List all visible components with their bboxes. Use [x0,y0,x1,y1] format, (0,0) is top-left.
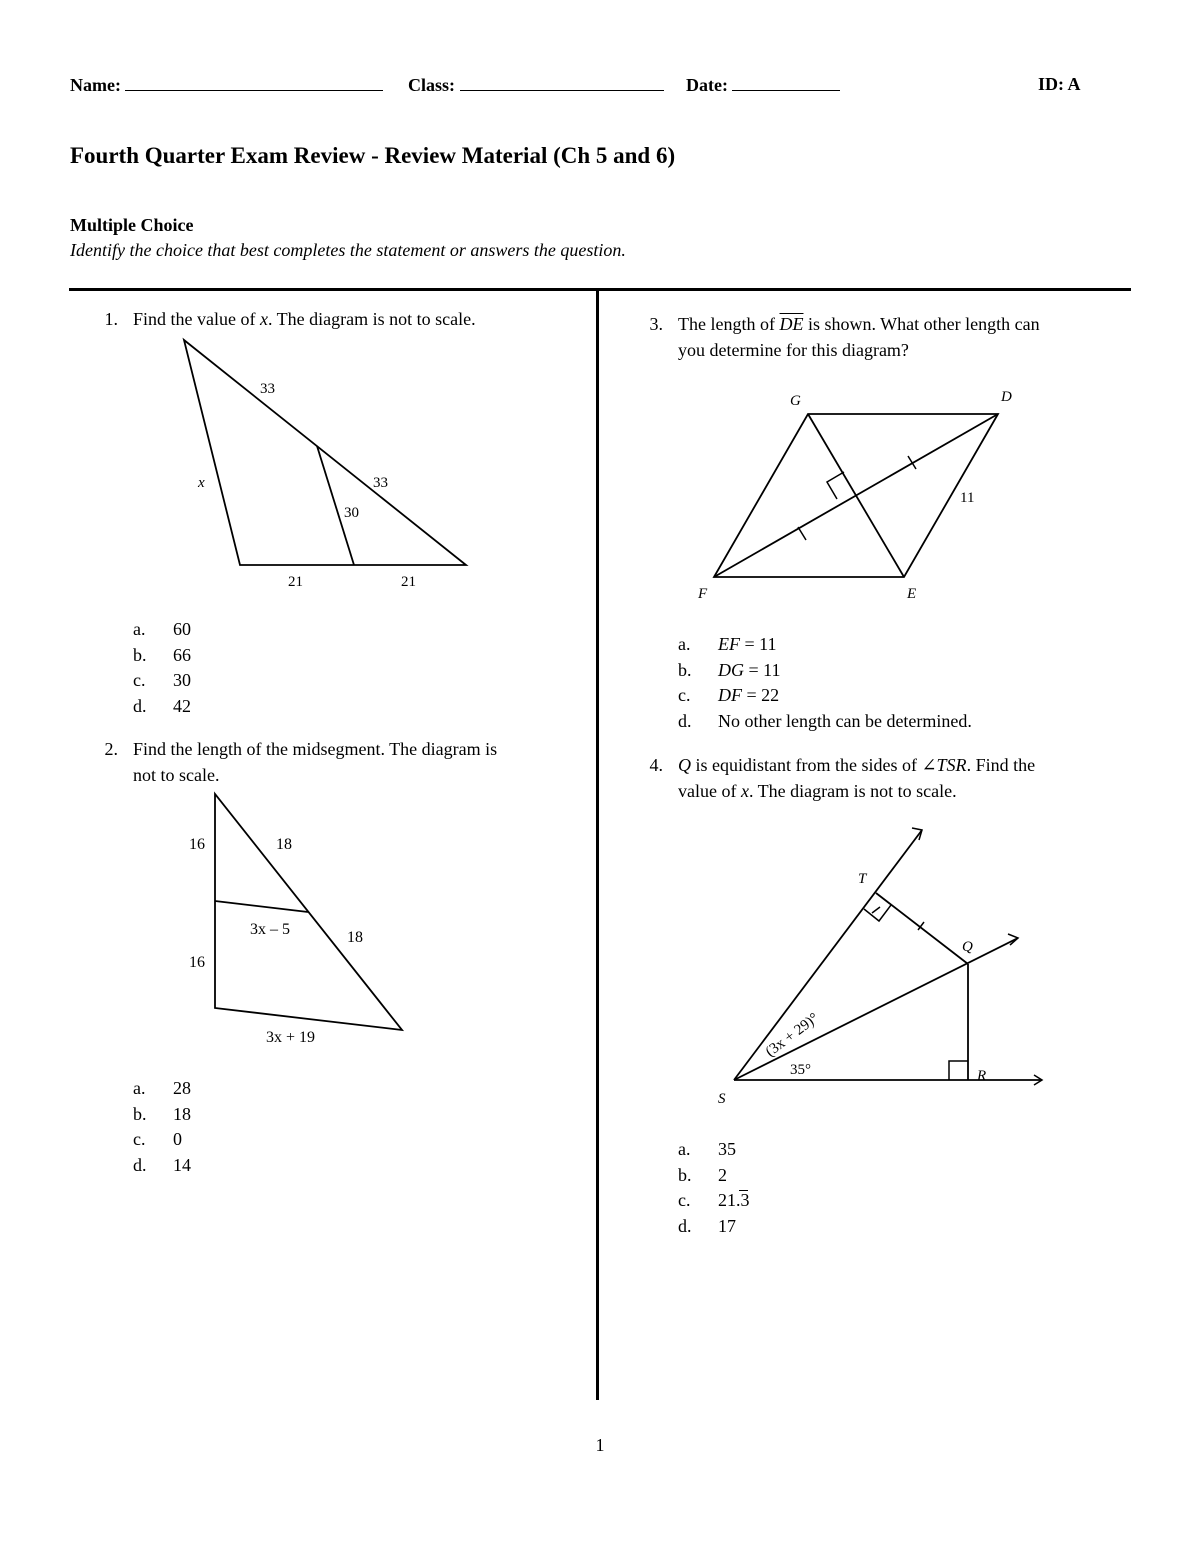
question-3-diagram [690,380,1030,605]
name-field [70,74,383,96]
q4-var: x [740,781,749,801]
id-label: ID: A [1038,74,1081,94]
q4-text-a: is equidistant from the sides of [691,755,922,775]
option-value: = 11 [740,634,777,654]
q1-label-mid: 33 [373,475,388,491]
question-3-text [678,311,1040,363]
q1-option-b[interactable] [133,643,191,669]
q2-triangle [215,794,402,1030]
question-1-options [133,617,191,719]
option-value: No other length can be determined. [718,710,972,731]
q4-right-angle-t [864,905,891,921]
option-label: a. [133,1078,146,1098]
q3-segment: $\overline{DE}$ [779,314,804,334]
option-value: 66 [173,644,191,665]
question-2-number: 2. [104,739,118,759]
question-2-diagram [180,790,420,1055]
q2-option-b[interactable] [133,1102,191,1128]
section-instructions: Identify the choice that best completes the statement or answers the question. [70,240,626,260]
q1-option-d[interactable] [133,694,191,720]
q3-right-angle [827,472,844,499]
q4-text-d: . The diagram is not to scale. [748,781,957,801]
q1-option-a[interactable] [133,617,191,643]
option-label: b. [678,659,692,680]
class-label: Class: [408,75,456,95]
date-blank [732,74,840,91]
q4-right-angle-r [949,1061,968,1080]
q4-label-angle-35: 35° [790,1062,811,1078]
option-var: EF [718,634,740,654]
option-value: 30 [173,670,191,690]
option-label: b. [133,644,147,665]
q3-label-side: 11 [960,490,975,506]
q3-text-b: is shown. What other length can [803,314,1040,334]
q1-text-b: . The diagram is not to scale. [267,309,476,329]
option-label: c. [133,670,146,690]
option-label: d. [678,1215,692,1236]
q1-label-x: x [198,475,205,491]
repeating-bar [739,1190,748,1191]
q4-option-a[interactable] [678,1137,759,1163]
q3-diagonal-ge [808,414,904,577]
q4-ray-sq [734,938,1018,1080]
q4-perp-tq [876,893,968,964]
option-value: 14 [173,1154,191,1175]
question-3-options [678,632,972,734]
page-number: 1 [595,1435,605,1455]
option-label: c. [133,1129,146,1149]
q2-label-base: 3x + 19 [266,1029,316,1046]
option-value: 18 [173,1103,191,1124]
option-label: c. [678,685,691,705]
q3-option-a[interactable] [678,632,972,658]
q1-triangle [184,340,466,565]
date-field [686,74,840,96]
q3-text-a: The length of [678,314,780,334]
page-title: Fourth Quarter Exam Review - Review Material (Ch 5 and 6) [70,143,676,168]
option-label: b. [678,1164,692,1185]
date-label: Date: [686,75,728,95]
q4-ray-st [734,830,922,1080]
name-label: Name: [70,75,121,95]
option-label: d. [133,1154,147,1175]
q4-text-c: value of [678,781,741,801]
option-label: a. [678,1139,691,1159]
q4-text-b: . Find the [966,755,1036,775]
option-value: = 22 [742,685,780,705]
q3-label-d: D [1001,389,1012,405]
q1-text-a: Find the value of [133,309,260,329]
q4-label-s: S [718,1091,726,1107]
option-value: 21.3 [718,1190,750,1210]
option-value: 35 [718,1139,736,1159]
q2-label-l1: 16 [189,836,205,853]
q3-option-b[interactable] [678,658,972,684]
q2-label-r2: 18 [347,929,363,946]
q4-label-q: Q [962,939,973,955]
q4-label-r: R [977,1068,987,1084]
option-value: 2 [718,1164,727,1185]
q4-option-c[interactable] [678,1188,759,1214]
question-4-text [678,752,1035,804]
q1-label-b1: 21 [288,574,303,590]
question-4-diagram [700,820,1060,1115]
q2-label-r1: 18 [276,836,292,853]
q2-midsegment [215,901,308,912]
option-label: c. [678,1190,691,1210]
q3-option-c[interactable] [678,683,972,709]
question-1-number: 1. [104,309,118,329]
option-value: 17 [718,1215,736,1236]
class-field [408,74,664,96]
option-label: b. [133,1103,147,1124]
q4-option-b[interactable] [678,1163,759,1189]
q4-line1 [678,752,1035,778]
q1-var: x [259,309,268,329]
option-label: a. [133,619,146,639]
option-value: 28 [173,1078,191,1098]
option-value: 42 [173,695,191,716]
q4-tick-1 [872,907,880,913]
option-label: d. [133,695,147,716]
question-2-text [133,736,497,788]
column-divider [596,288,599,1400]
q2-label-l2: 16 [189,954,205,971]
q3-option-d[interactable] [678,709,972,735]
q3-line2: you determine for this diagram? [678,340,909,360]
q3-label-e: E [907,586,917,602]
q3-line1 [678,311,1040,337]
question-1-diagram [170,330,480,595]
option-var: DF [718,685,742,705]
question-1-text [133,306,476,332]
q1-option-c[interactable] [133,668,191,694]
q2-option-c[interactable] [133,1127,191,1153]
horizontal-divider [69,288,1131,291]
q1-label-top: 33 [260,381,275,397]
q4-angle: ∠TSR [921,755,967,775]
q2-line2: not to scale. [133,765,220,785]
class-blank [460,74,664,91]
q4-line2 [678,778,1035,804]
option-value: 60 [173,619,191,639]
q2-option-d[interactable] [133,1153,191,1179]
q2-line1: Find the length of the midsegment. The diagram is [133,739,498,759]
q3-label-g: G [790,393,801,409]
q4-label-angle-expr: (3x + 29)° [762,1010,822,1061]
q4-option-d[interactable] [678,1214,759,1240]
q1-label-seg: 30 [344,505,359,521]
q2-option-a[interactable] [133,1076,191,1102]
q3-label-f: F [698,586,708,602]
question-2-options [133,1076,191,1178]
question-3-number: 3. [649,314,663,334]
option-label: a. [678,634,691,654]
q1-label-b2: 21 [401,574,416,590]
option-value: = 11 [744,659,781,680]
option-var: DG [718,659,744,680]
q4-arrow-t [912,828,922,840]
q2-label-mid: 3x – 5 [250,921,290,938]
q4-point-q: Q [678,755,691,775]
q3-tick-1 [798,527,806,540]
section-heading: Multiple Choice [70,215,194,235]
option-label: d. [678,710,692,731]
q4-label-t: T [858,871,867,887]
question-4-options [678,1137,759,1239]
option-value: 0 [173,1129,182,1149]
question-4-number: 4. [649,755,663,775]
name-blank [125,74,383,91]
